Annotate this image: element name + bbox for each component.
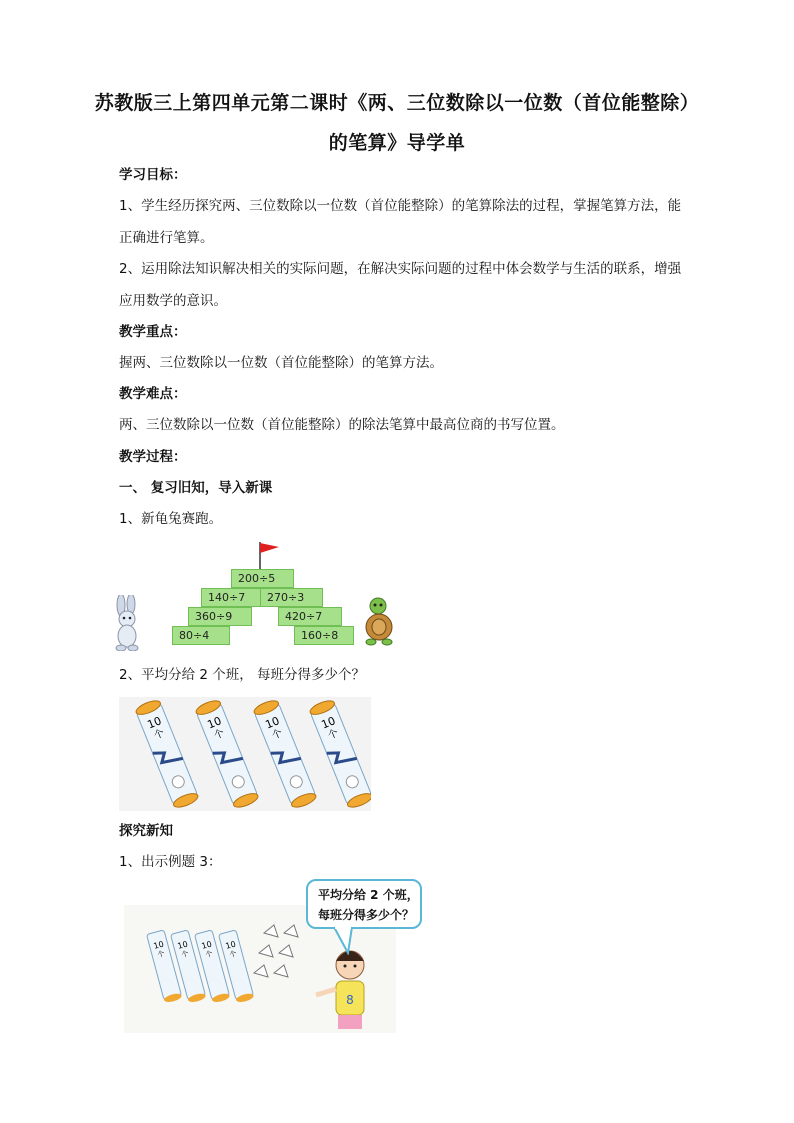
speech-line2: 每班分得多少个？ [318,908,415,922]
speech-line1: 平均分给 2 个班， [318,888,419,902]
shuttlecock-tube-4 [308,698,371,810]
speech-bubble [306,879,422,929]
girl-shirt-number: 8 [346,993,354,1007]
small-tube-label-num: 10 [176,939,189,951]
shuttlecock-tubes-figure [119,697,371,811]
objective-1-line2: 正确进行笔算。 [119,230,214,246]
small-tube-label-num: 10 [200,939,213,951]
document-title-line1: 苏教版三上第四单元第二课时《两、三位数除以一位数（首位能整除） [94,92,700,114]
girl-icon [316,951,364,1029]
tubes-drawing [119,697,371,811]
small-tube-label-num: 10 [224,939,237,951]
pyramid-row3-left-step: 360÷9 [188,607,252,626]
pyramid-row4-left-step: 80÷4 [172,626,230,645]
pyramid-row2-left-step: 140÷7 [201,588,264,607]
tube-label-unit: 个 [326,728,341,742]
flag-icon [257,540,283,570]
example-3-item: 1、出示例题 3： [119,854,222,870]
objective-1-line1: 1、学生经历探究两、三位数除以一位数（首位能整除）的笔算除法的过程，掌握笔算方法，能 [119,198,682,214]
objectives-heading: 学习目标： [119,167,187,183]
turtle-icon [362,596,396,646]
shuttlecock-tube-2 [194,698,259,810]
shuttlecock-icon [254,925,298,977]
key-point-heading: 教学重点： [119,324,187,340]
tube-label-unit: 个 [212,728,227,742]
item-divide-question: 2、平均分给 2 个班， 每班分得多少个？ [119,667,366,683]
small-tube-label-unit: 个 [204,949,214,960]
pyramid-row2-right-step: 270÷3 [260,588,323,607]
tube-label-num: 10 [145,714,164,732]
pyramid-race-figure [110,540,410,655]
small-tube-label-unit: 个 [180,949,190,960]
document-title-line2: 的笔算》导学单 [328,132,466,154]
pyramid-row4-right-step: 160÷8 [294,626,354,645]
difficulty-text: 两、三位数除以一位数（首位能整除）的除法笔算中最高位商的书写位置。 [119,417,565,433]
tube-label-unit: 个 [152,728,167,742]
tube-label-num: 10 [205,714,224,732]
objective-2-line1: 2、运用除法知识解决相关的实际问题，在解决实际问题的过程中体会数学与生活的联系，增强 [119,261,682,277]
shuttlecock-tube-1 [134,698,199,810]
small-tube-label-unit: 个 [228,949,238,960]
small-tube-label-num: 10 [152,939,165,951]
tube-label-unit: 个 [270,728,285,742]
objective-2-line2: 应用数学的意识。 [119,293,227,309]
difficulty-heading: 教学难点： [119,386,187,402]
process-heading: 教学过程： [119,449,187,465]
small-tube-label-unit: 个 [156,949,166,960]
shuttlecock-tube-3 [252,698,317,810]
pyramid-top-step: 200÷5 [231,569,294,588]
speech-bubble-tail [330,925,360,955]
key-point-text: 握两、三位数除以一位数（首位能整除）的笔算方法。 [119,355,443,371]
tube-label-num: 10 [263,714,282,732]
tube-label-num: 10 [319,714,338,732]
explore-heading: 探究新知 [119,823,173,839]
section-1-heading: 一、 复习旧知，导入新课 [119,480,273,496]
rabbit-icon [110,595,144,651]
item-tortoise-hare: 1、新龟兔赛跑。 [119,511,223,527]
pyramid-row3-right-step: 420÷7 [278,607,342,626]
